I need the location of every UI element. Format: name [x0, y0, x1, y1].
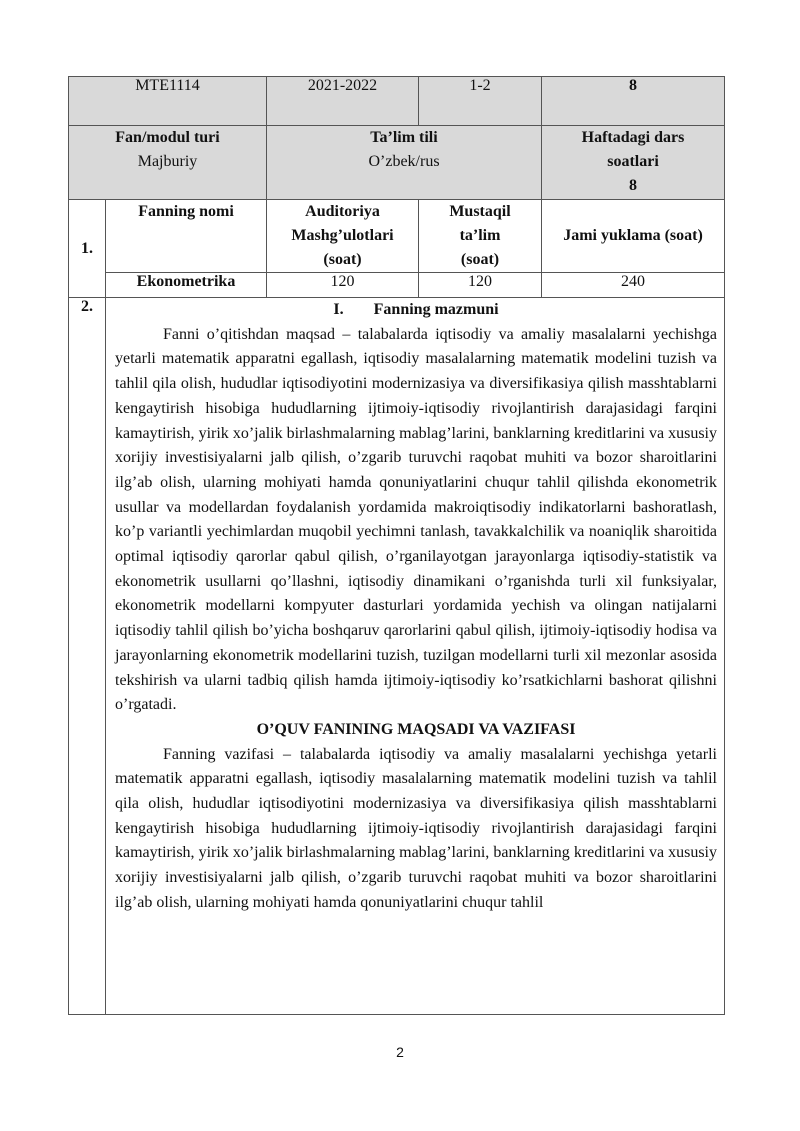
col-jami: Jami yuklama (soat)	[542, 200, 725, 273]
section-roman: I.	[333, 301, 344, 318]
module-type-value: Majburiy	[137, 153, 198, 170]
meta-row	[69, 77, 725, 126]
section2-number: 2.	[69, 298, 106, 1015]
language-value: O’zbek/rus	[368, 153, 440, 170]
page-number: 2	[396, 1044, 404, 1060]
credits: 8	[542, 77, 725, 126]
weekly-hours-cell	[542, 126, 725, 200]
subject-name: Ekonometrika	[106, 273, 267, 298]
header-row	[69, 126, 725, 200]
section2-row	[69, 298, 725, 1015]
goals-subheading: O’QUV FANINING MAQSADI VA VAZIFASI	[256, 720, 576, 738]
mustaqil-hours: 120	[419, 273, 542, 298]
tasks-paragraph: Fanning vazifasi – talabalarda iqtisodiy va amaliy masalalarni yechishga yetarli matematik apparatni egallash, iqtisodiy masalalarning matematik modelini tuzish va tahlil qila olish, hududlar iqtisodiyotini modernizasiya va diversifikasiya qilish masshtablarni kengaytirish hisobiga hududlarning ijtimoiy-iqtisodiy rivojlantirish darajasidagi farqini kamaytirish, yirik xo’jalik birlashmalarning mablag’larini, banklarning kreditlarini va xususiy xorijiy investisiyalarni jalb qilish, o’zgarib turuvchi raqobat muhiti va bozor sharoitlarini ilg’ab olish, ularning mohiyati hamda qonuniyatlarini chuqur tahlil	[115, 745, 717, 911]
auditoriya-hours: 120	[267, 273, 419, 298]
section-title-text: Fanning mazmuni	[373, 301, 499, 318]
language-label: Ta’lim tili	[370, 129, 438, 146]
module-type-cell	[69, 126, 267, 200]
col-auditoriya: Auditoriya Mashg’ulotlari (soat)	[267, 200, 419, 273]
section-title	[115, 298, 717, 323]
section1-header-row	[69, 200, 725, 273]
goal-paragraph: Fanni o’qitishdan maqsad – talabalarda iqtisodiy va amaliy masalalarni yechishga yetarli matematik apparatni egallash, iqtisodiy masalalarning matematik modelini tuzish va tahlil qila olish, hududlar iqtisodiyotini modernizasiya va diversifikasiya qilish masshtablarni kengaytirish hisobiga hududlarning ijtimoiy-iqtisodiy rivojlantirish darajasidagi farqini kamaytirish, yirik xo’jalik birlashmalarning mablag’larini, banklarning kreditlarini va xususiy xorijiy investisiyalarni jalb qilish, o’zgarib turuvchi raqobat muhiti va bozor sharoitlarini ilg’ab olish, ularning mohiyati hamda qonuniyatlarini chuqur tahlil qilishda ekonometrik usullar va modellardan foydalanish yordamida makroiqtisodiy indikatorlarni bashoratlash, ko’p variantli yechimlardan muqobil yechimni tanlash, tavakkalchilik va noaniqlik sharoitida optimal iqtisodiy qarorlar qabul qilish, o’rganilayotgan jarayonlarga iqtisodiy-statistik va ekonometrik usullarni qo’llashni, iqtisodiy dinamikani o’rganishda turli xil funksiyalar, ekonometrik modellarni kompyuter dasturlari yordamida yechish va olingan natijalarni iqtisodiy tahlil qilish bo’yicha boshqaruv qarorlarini qabul qilish, ijtimoiy-iqtisodiy hodisa va jarayonlarning ekonometrik modellarini tuzish, tuzilgan modellarni turli xil mezonlar asosida tekshirish va ularni tadbiq qilish hamda ijtimoiy-iqtisodiy ko’rsatkichlarni bashorat qilishni o’rgatadi.	[115, 325, 717, 714]
section1-number: 1.	[69, 200, 106, 298]
module-type-label: Fan/modul turi	[115, 129, 220, 146]
section1-values-row	[69, 273, 725, 298]
col-subject-name: Fanning nomi	[106, 200, 267, 273]
academic-year: 2021-2022	[267, 77, 419, 126]
course-code: MTE1114	[69, 77, 267, 126]
semester: 1-2	[419, 77, 542, 126]
syllabus-table	[68, 76, 725, 1015]
weekly-hours-value: 8	[629, 177, 637, 194]
jami-hours: 240	[542, 273, 725, 298]
weekly-hours-label: Haftadagi dars soatlari	[581, 129, 685, 170]
language-cell	[267, 126, 542, 200]
section2-content	[106, 298, 725, 1015]
col-mustaqil: Mustaqil ta’lim (soat)	[419, 200, 542, 273]
